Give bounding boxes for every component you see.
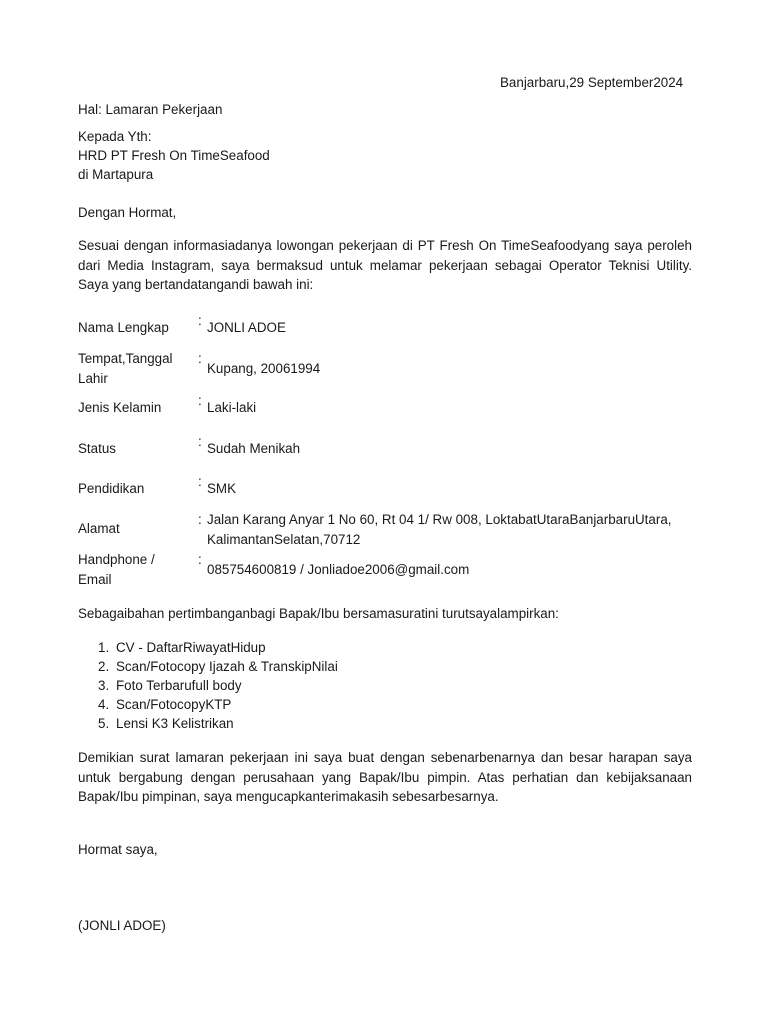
place-date: Banjarbaru,29 September2024 xyxy=(500,75,684,90)
recipient-block xyxy=(78,127,692,184)
data-label: Jenis Kelamin xyxy=(78,400,162,415)
signature-name: (JONLI ADOE) xyxy=(78,918,166,933)
data-value: JONLI ADOE xyxy=(207,320,286,335)
list-item-text: Scan/FotocopyKTP xyxy=(116,697,232,713)
data-label: Alamat xyxy=(78,521,120,536)
data-value: SMK xyxy=(207,481,237,496)
data-label: Status xyxy=(78,441,116,456)
data-colon: : xyxy=(198,351,202,366)
data-label: Pendidikan xyxy=(78,481,145,496)
closing-line: Demikian surat lamaran pekerjaan ini saya buat dengan sebenarbenarnya dan besar harapan saya xyxy=(78,750,692,765)
list-item-text: CV - DaftarRiwayatHidup xyxy=(116,640,266,655)
data-value: Jalan Karang Anyar 1 No 60, Rt 04 1/ Rw 008, LoktabatUtaraBanjarbaruUtara, KalimantanSelatan,70712 xyxy=(207,512,672,547)
data-colon: : xyxy=(198,393,202,408)
data-colon: : xyxy=(198,434,202,449)
closing-paragraph xyxy=(78,748,692,807)
list-item xyxy=(78,657,338,676)
list-item-text: Lensi K3 Kelistrikan xyxy=(116,716,234,732)
data-colon: : xyxy=(198,552,202,567)
attachments-list xyxy=(78,638,338,733)
intro-line: dari Media Instagram, saya bermaksud untuk melamar pekerjaan sebagai Operator Teknisi Utility. xyxy=(78,257,692,273)
recipient-line: di Martapura xyxy=(78,167,154,182)
data-value: Sudah Menikah xyxy=(207,441,301,456)
data-value: Laki-laki xyxy=(207,400,257,415)
list-item-text: Scan/Fotocopy Ijazah & TranskipNilai xyxy=(116,659,338,675)
data-label: Tempat,Tanggal Lahir xyxy=(78,351,173,386)
list-item-number: 1. xyxy=(98,640,110,655)
data-colon: : xyxy=(198,474,202,489)
closing-line: Bapak/Ibu pimpinan, saya mengucapkanterimakasih sebesarbesarnya. xyxy=(78,789,499,804)
list-item-number: 4. xyxy=(98,697,110,713)
data-label: Handphone / Email xyxy=(78,552,155,587)
intro-line: Sesuai dengan informasiadanya lowongan pekerjaan di PT Fresh On TimeSeafoodyang saya peroleh xyxy=(78,238,692,253)
attachments-intro: Sebagaibahan pertimbanganbagi Bapak/Ibu bersamasuratini turutsayalampirkan: xyxy=(78,606,559,621)
list-item xyxy=(78,638,338,657)
intro-line: Saya yang bertandatangandi bawah ini: xyxy=(78,277,314,292)
data-colon: : xyxy=(198,313,202,328)
recipient-line: Kepada Yth: xyxy=(78,129,152,144)
data-label: Nama Lengkap xyxy=(78,320,169,335)
closing-line: untuk bergabung dengan perusahaan yang Bapak/Ibu pimpin. Atas perhatian dan kebijaksanaan xyxy=(78,769,692,785)
data-value: 085754600819 / Jonliadoe2006@gmail.com xyxy=(207,562,470,577)
data-value: Kupang, 20061994 xyxy=(207,361,321,376)
salutation: Dengan Hormat, xyxy=(78,205,177,220)
list-item xyxy=(78,714,338,733)
data-colon: : xyxy=(198,512,202,527)
letter-subject: Hal: Lamaran Pekerjaan xyxy=(78,102,223,117)
recipient-line: HRD PT Fresh On TimeSeafood xyxy=(78,148,270,163)
regards: Hormat saya, xyxy=(78,842,158,857)
list-item-text: Foto Terbarufull body xyxy=(116,678,242,694)
list-item xyxy=(78,676,338,695)
list-item-number: 5. xyxy=(98,716,110,732)
list-item-number: 3. xyxy=(98,678,110,694)
list-item-number: 2. xyxy=(98,659,110,675)
list-item xyxy=(78,695,338,714)
intro-paragraph xyxy=(78,236,692,295)
